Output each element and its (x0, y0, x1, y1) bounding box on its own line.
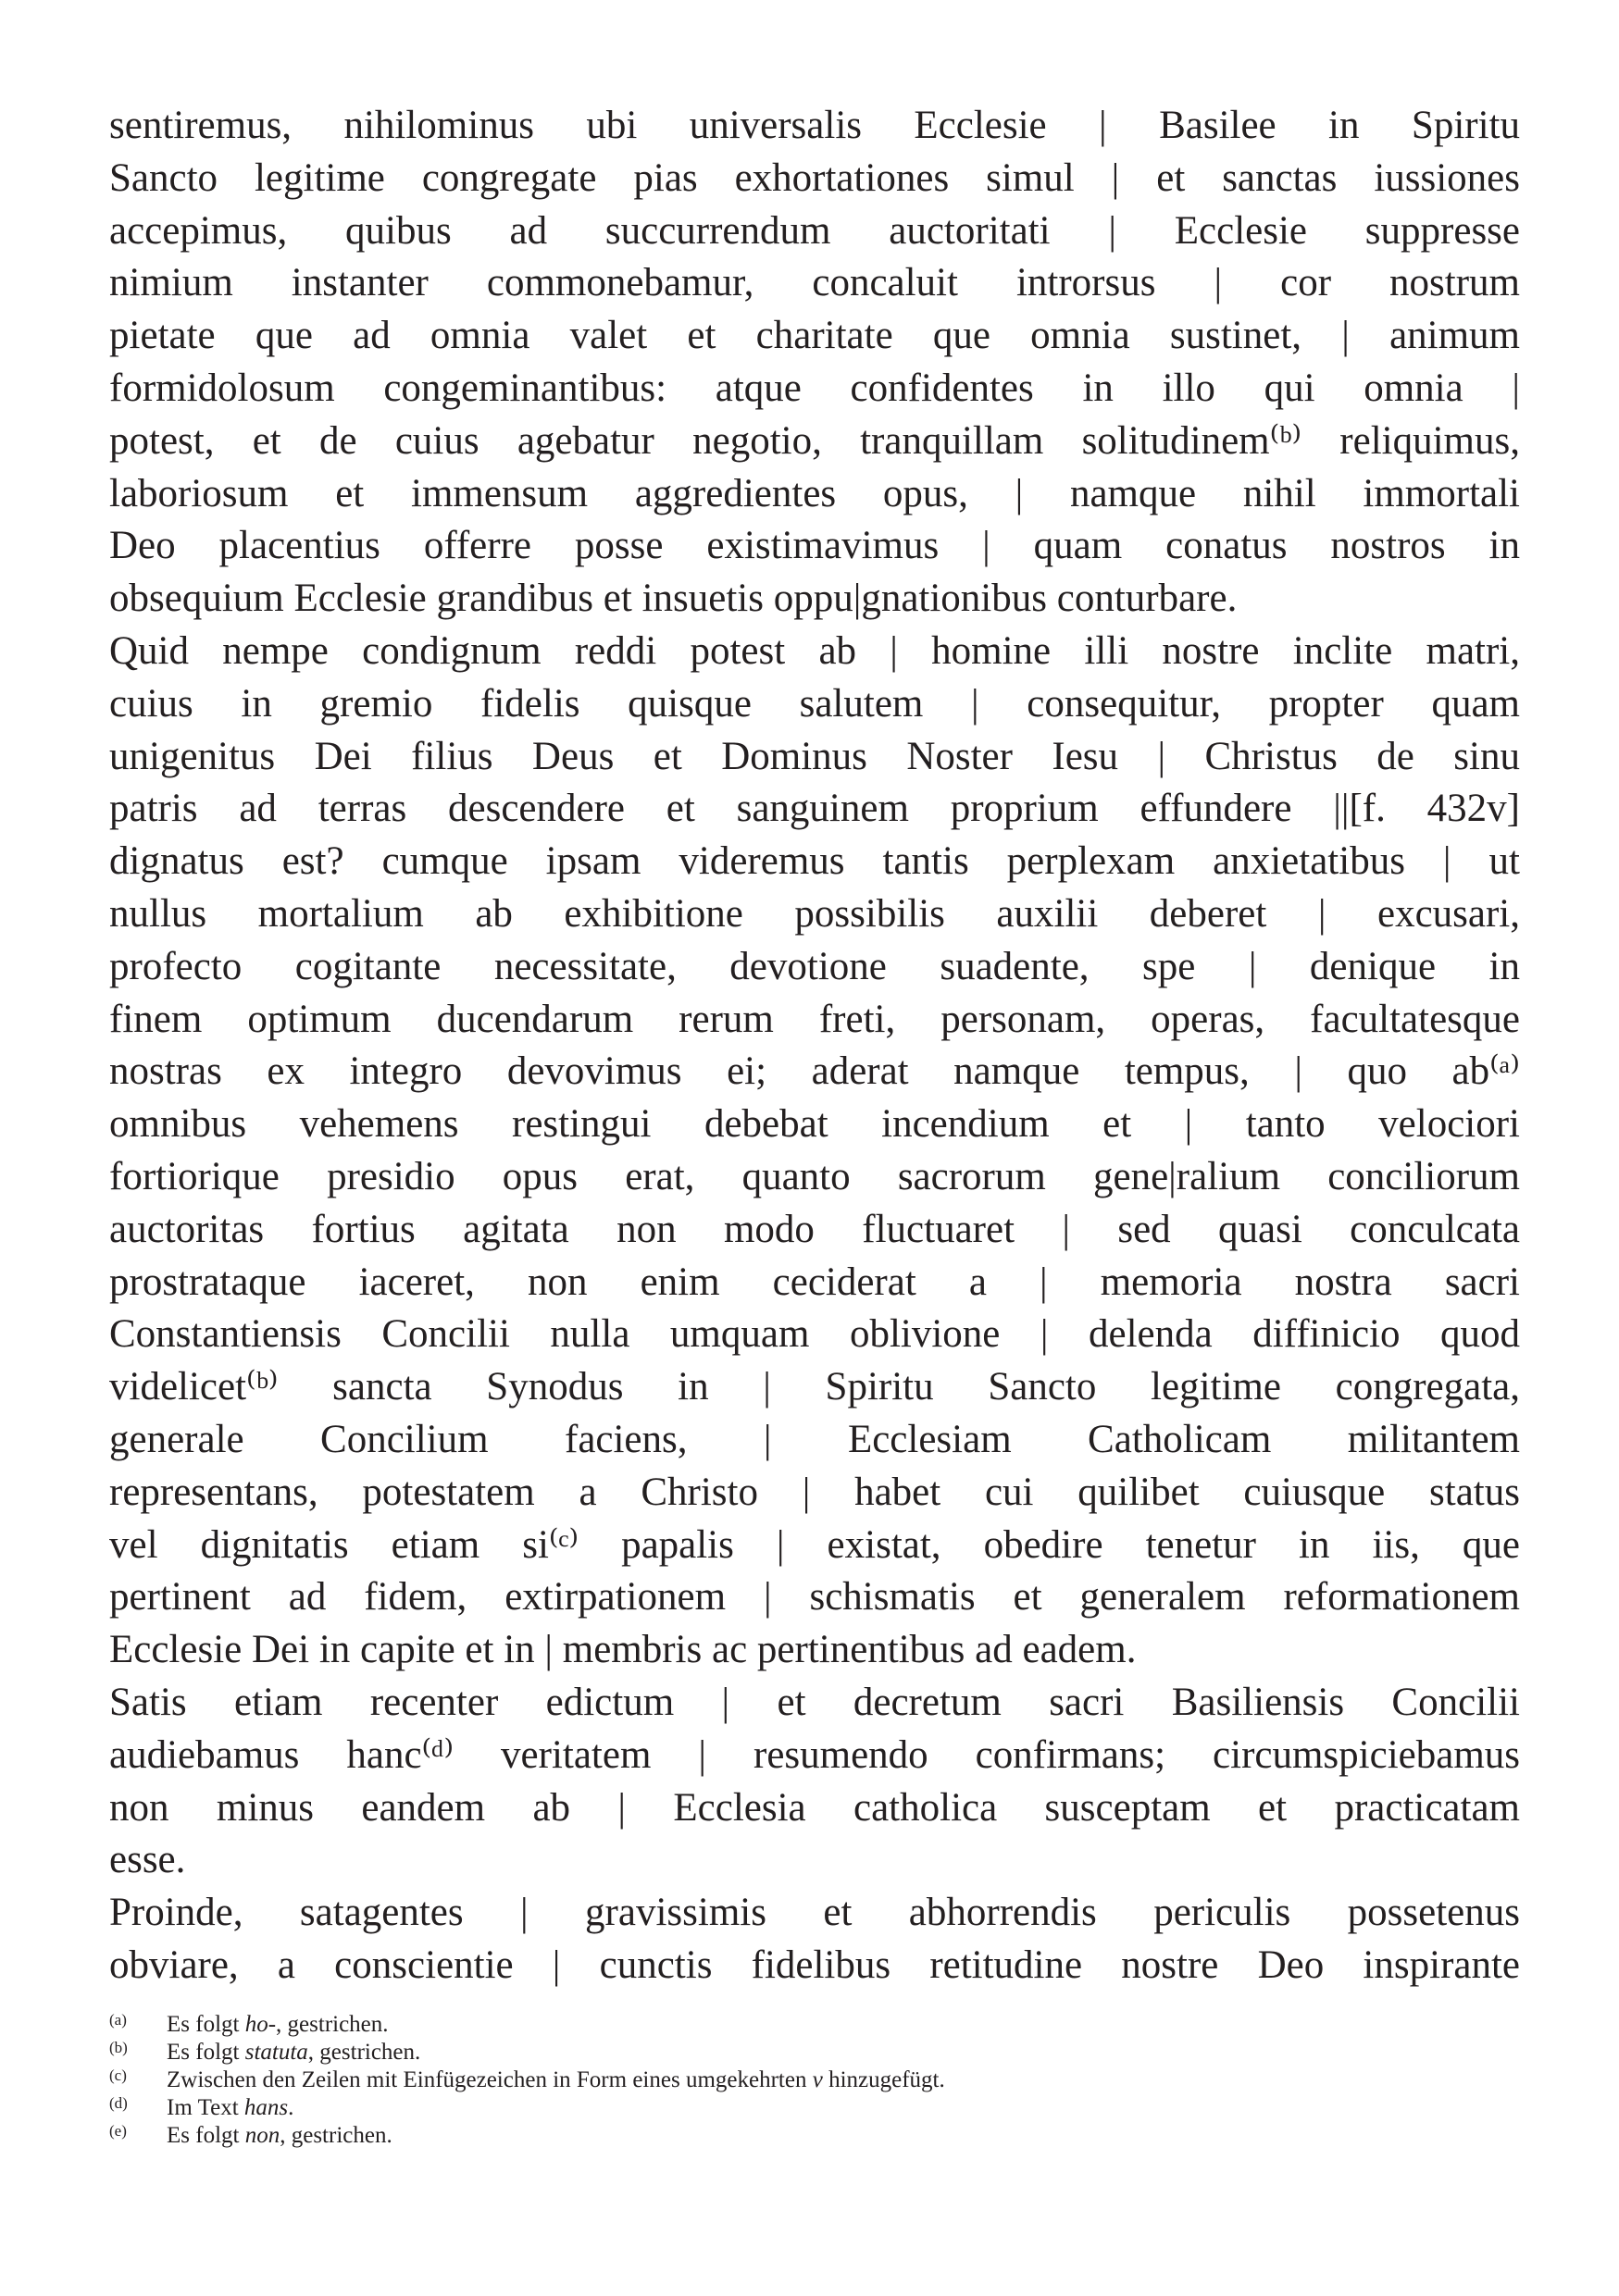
footnote-text-after: , gestrichen. (280, 2123, 392, 2148)
footnote-text (167, 2123, 392, 2148)
text-line: Satis etiam recenter edictum | et decretum sacri Basiliensis Concilii (109, 1680, 1520, 1724)
footnote-text-italic: ho- (244, 2012, 277, 2037)
text-line: prostrataque iaceret, non enim ceciderat a | memoria nostra sacri (109, 1260, 1520, 1304)
text-line: dignatus est? cumque ipsam videremus tantis perplexam anxietatibus | ut (109, 839, 1520, 884)
text-line: potest, et de cuius agebatur negotio, tranquillam solitudinem⁽ᵇ⁾ reliquimus, (109, 418, 1520, 463)
footnote-text-before: Zwischen den Zeilen mit Einfügezeichen in Form eines umgekehrten (167, 2067, 813, 2092)
text-line: fortiorique presidio opus erat, quanto sacrorum gene|ralium conciliorum (109, 1154, 1520, 1198)
text-line: cuius in gremio fidelis quisque salutem | consequitur, propter quam (109, 681, 1520, 726)
text-line: pietate que ad omnia valet et charitate que omnia sustinet, | animum (109, 314, 1520, 358)
text-line: audiebamus hanc⁽ᵈ⁾ veritatem | resumendo confirmans; circumspiciebamus (109, 1732, 1520, 1777)
footnote-text-after: , gestrichen. (307, 2040, 421, 2065)
footnote (109, 2117, 1520, 2148)
footnote-mark: (b) (109, 2039, 128, 2056)
text-line: finem optimum ducendarum rerum freti, personam, operas, facultatesque (109, 997, 1520, 1041)
footnote-text-after: . (288, 2095, 294, 2120)
footnote-text-before: Im Text (167, 2095, 244, 2120)
footnote-text-after: hinzugefügt. (822, 2067, 945, 2092)
text-line: accepimus, quibus ad succurrendum auctoritati | Ecclesie suppresse (109, 208, 1520, 253)
footnote (109, 2006, 1520, 2037)
footnote (109, 2090, 1520, 2120)
text-line: sentiremus, nihilominus ubi universalis Ecclesie | Basilee in Spiritu (109, 104, 1520, 147)
text-line: generale Concilium faciens, | Ecclesiam Catholicam militantem (109, 1417, 1520, 1461)
text-line: nostras ex integro devovimus ei; aderat namque tempus, | quo ab⁽ᵃ⁾ (109, 1049, 1520, 1094)
footnote-mark: (e) (109, 2122, 127, 2140)
text-line: omnibus vehemens restingui debebat incendium et | tanto velociori (109, 1102, 1520, 1147)
text-line: unigenitus Dei filius Deus et Dominus Noster Iesu | Christus de sinu (109, 734, 1520, 778)
footnote (109, 2034, 1520, 2065)
footnote-mark: (a) (109, 2011, 127, 2029)
text-line: pertinent ad fidem, extirpationem | schismatis et generalem reformationem (109, 1575, 1520, 1620)
footnote-text-before: Es folgt (167, 2123, 245, 2148)
text-line: Proinde, satagentes | gravissimis et abhorrendis periculis possetenus (109, 1891, 1520, 1935)
footnote-text-italic: v (812, 2067, 823, 2092)
text-line: patris ad terras descendere et sanguinem proprium effundere ||[f. 432v] (109, 787, 1520, 831)
footnote-text-italic: statuta (244, 2040, 308, 2065)
text-line: videlicet⁽ᵇ⁾ sancta Synodus in | Spiritu Sancto legitime congregata, (109, 1365, 1520, 1409)
text-line: non minus eandem ab | Ecclesia catholica susceptam et practicatam (109, 1785, 1520, 1830)
footnote-text-before: Es folgt (167, 2040, 245, 2065)
text-line: nullus mortalium ab exhibitione possibilis auxilii deberet | excusari, (109, 891, 1520, 936)
text-line: nimium instanter commonebamur, concaluit introrsus | cor nostrum (109, 261, 1520, 305)
text-line: obsequium Ecclesie grandibus et insuetis oppu|gnationibus conturbare. (109, 577, 1238, 621)
text-line: formidolosum congeminantibus: atque confidentes in illo qui omnia | (109, 366, 1520, 410)
text-line: obviare, a conscientie | cunctis fidelibus retitudine nostre Deo inspirante (109, 1942, 1520, 1987)
footnotes (109, 2006, 1520, 2148)
text-line: esse. (109, 1838, 186, 1882)
footnote-text-before: Es folgt (167, 2012, 245, 2037)
text-line: Ecclesie Dei in capite et in | membris ac pertinentibus ad eadem. (109, 1628, 1137, 1672)
footnote-text (167, 2040, 420, 2065)
text-line: representans, potestatem a Christo | habet cui quilibet cuiusque status (109, 1470, 1520, 1514)
footnote-text-after: , gestrichen. (276, 2012, 389, 2037)
text-line: Quid nempe condignum reddi potest ab | homine illi nostre inclite matri, (109, 628, 1520, 673)
footnote (109, 2062, 1520, 2090)
text-line: Constantiensis Concilii nulla umquam oblivione | delenda diffinicio quod (109, 1312, 1520, 1357)
text-line: vel dignitatis etiam si⁽ᶜ⁾ papalis | existat, obedire tenetur in iis, que (109, 1522, 1520, 1567)
text-line: Deo placentius offerre posse existimavimus | quam conatus nostros in (109, 524, 1520, 568)
footnote-mark: (c) (109, 2066, 127, 2084)
footnote-text-italic: hans (243, 2095, 289, 2120)
text-line: Sancto legitime congregate pias exhortationes simul | et sanctas iussiones (109, 155, 1520, 200)
main-text (109, 100, 1520, 1992)
footnote-text (167, 2012, 389, 2037)
text-line: profecto cogitante necessitate, devotione suadente, spe | denique in (109, 944, 1520, 988)
footnote-mark: (d) (109, 2094, 128, 2112)
footnote-text (167, 2067, 945, 2092)
text-line: laboriosum et immensum aggredientes opus, | namque nihil immortali (109, 471, 1520, 515)
footnote-text-italic: non (244, 2123, 280, 2148)
footnote-text (167, 2095, 293, 2120)
text-line: auctoritas fortius agitata non modo fluctuaret | sed quasi conculcata (109, 1207, 1520, 1251)
